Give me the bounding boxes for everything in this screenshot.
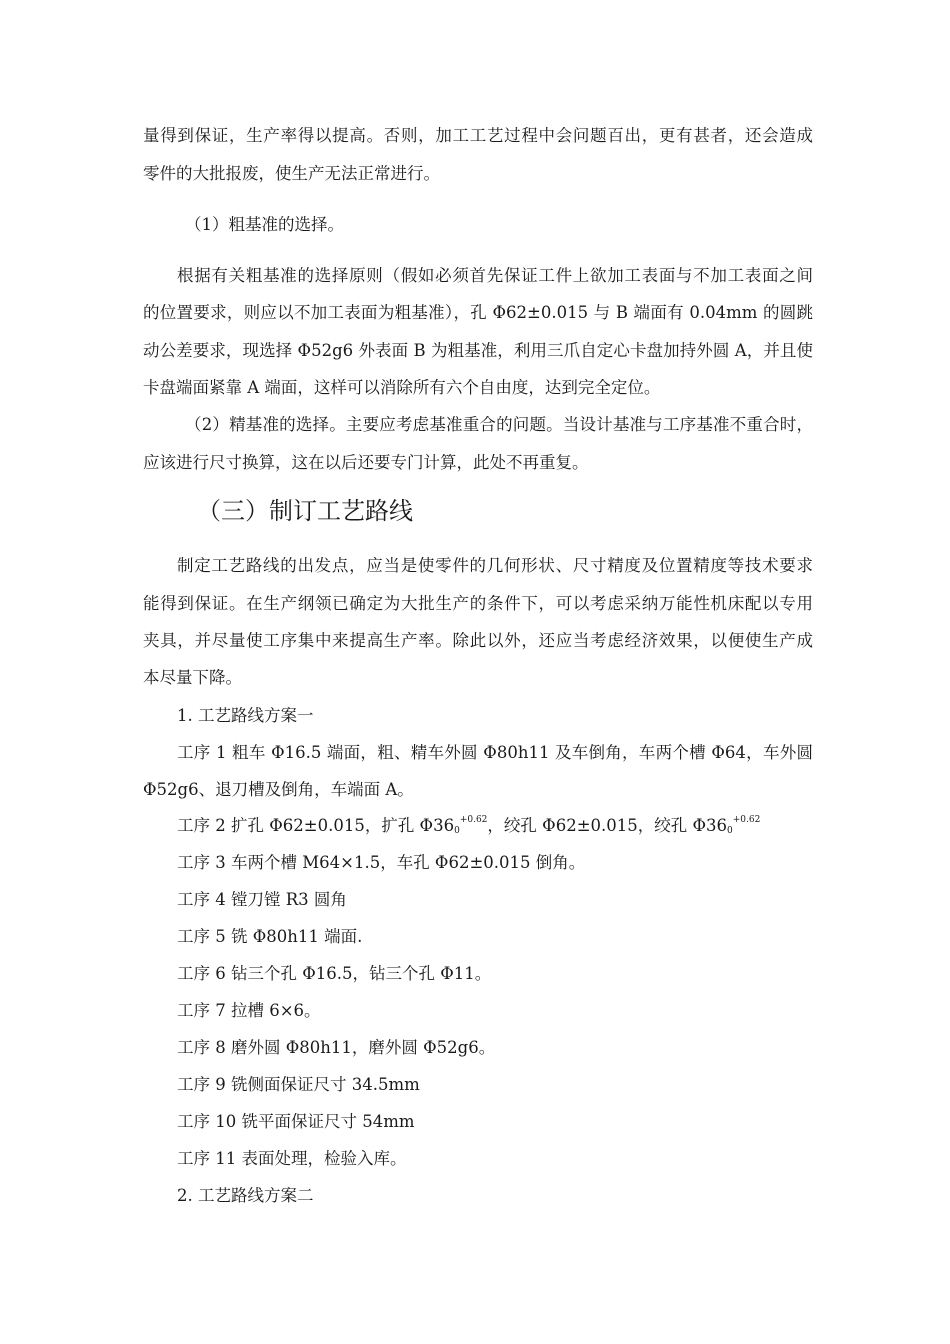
process-step: 工序 9 铣侧面保证尺寸 34.5mm [177, 1075, 420, 1094]
process-step: 工序 10 铣平面保证尺寸 54mm [177, 1112, 415, 1131]
paragraph-line: 动公差要求，现选择 Φ52g6 外表面 B 为粗基准，利用三爪自定心卡盘加持外圆 A，并且使 [143, 341, 813, 360]
paragraph-line: 夹具，并尽量使工序集中来提高生产率。除此以外，还应当考虑经济效果，以便使生产成 [143, 631, 813, 650]
process-step: 工序 6 钻三个孔 Φ16.5，钻三个孔 Φ11。 [177, 964, 492, 983]
process-step: 工序 1 粗车 Φ16.5 端面，粗、精车外圆 Φ80h11 及车倒角，车两个槽 Φ64，车外圆 [177, 743, 813, 762]
process-step: 工序 8 磨外圆 Φ80h11，磨外圆 Φ52g6。 [177, 1038, 496, 1057]
paragraph-line: 本尽量下降。 [143, 668, 242, 687]
process-step: 工序 7 拉槽 6×6。 [177, 1001, 321, 1020]
paragraph-line: 的位置要求，则应以不加工表面为粗基准），孔 Φ62±0.015 与 B 端面有 0.04mm 的圆跳 [143, 303, 813, 322]
tolerance-lower: 0 [727, 826, 733, 836]
process-step: 工序 4 镗刀镗 R3 圆角 [177, 890, 347, 909]
paragraph-line: （2）精基准的选择。主要应考虑基准重合的问题。当设计基准与工序基准不重合时， [185, 415, 813, 434]
process-step: 工序 3 车两个槽 M64×1.5，车孔 Φ62±0.015 倒角。 [177, 853, 586, 872]
process-step-continued: Φ52g6、退刀槽及倒角，车端面 A。 [143, 780, 414, 799]
tolerance-lower: 0 [454, 826, 460, 836]
paragraph-line: 根据有关粗基准的选择原则（假如必须首先保证工件上欲加工表面与不加工表面之间 [177, 266, 813, 285]
step-text: ，绞孔 Φ62±0.015，绞孔 Φ36 [487, 816, 728, 835]
paragraph-line: 能得到保证。在生产纲领已确定为大批生产的条件下，可以考虑采纳万能性机床配以专用 [143, 594, 813, 613]
paragraph-line: 应该进行尺寸换算，这在以后还要专门计算，此处不再重复。 [143, 453, 589, 472]
tolerance-upper: +0.62 [459, 815, 488, 825]
process-step: 工序 11 表面处理，检验入库。 [177, 1149, 407, 1168]
route-plan-title: 1. 工艺路线方案一 [177, 706, 314, 725]
process-step: 工序 5 铣 Φ80h11 端面. [177, 927, 363, 946]
paragraph-line: 量得到保证，生产率得以提高。否则，加工工艺过程中会问题百出，更有甚者，还会造成 [143, 126, 813, 145]
section-subheading: （1）粗基准的选择。 [185, 215, 344, 234]
paragraph-line: 零件的大批报废，使生产无法正常进行。 [143, 164, 440, 183]
paragraph-line: 卡盘端面紧靠 A 端面，这样可以消除所有六个自由度，达到完全定位。 [143, 378, 661, 397]
paragraph-line: 制定工艺路线的出发点，应当是使零件的几何形状、尺寸精度及位置精度等技术要求 [177, 556, 813, 575]
section-heading: （三）制订工艺路线 [197, 497, 413, 525]
tolerance-upper: +0.62 [732, 815, 761, 825]
process-step [177, 814, 760, 838]
route-plan-title: 2. 工艺路线方案二 [177, 1186, 314, 1205]
step-text: 工序 2 扩孔 Φ62±0.015，扩孔 Φ36 [177, 816, 455, 835]
